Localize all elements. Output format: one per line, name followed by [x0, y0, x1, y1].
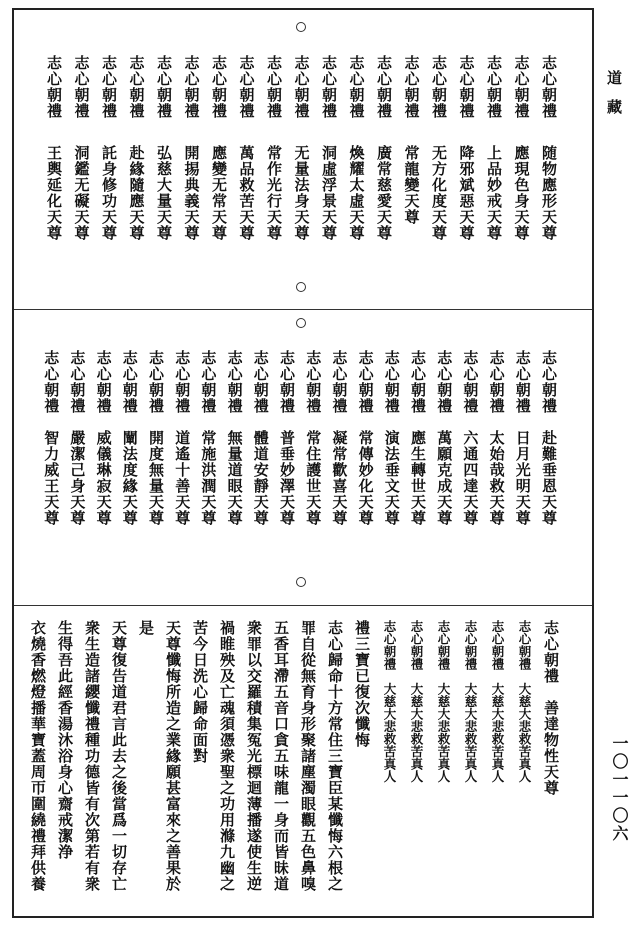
text-column: 志心朝禮 大慈大悲救苦真人 [463, 620, 478, 783]
deity-name: 嚴潔己身天尊 [68, 430, 87, 526]
invocation-text: 志心朝禮 [278, 350, 296, 414]
deity-name: 无量法身天尊 [292, 145, 311, 241]
deity-name: 應生轉世天尊 [409, 430, 427, 526]
invocation-text: 志心朝禮 [356, 350, 375, 414]
text-column: 是 [137, 620, 155, 636]
deity-name: 无方化度天尊 [430, 145, 448, 241]
deity-name: 赴緣隨應天尊 [127, 145, 146, 241]
deity-name: 體道安靜天尊 [251, 430, 270, 526]
deity-name: 洞鑑无礙天尊 [72, 145, 91, 241]
deity-name: 煥耀太虛天尊 [347, 145, 366, 241]
invocation-text: 志心朝禮 [225, 350, 244, 414]
invocation-text: 志心朝禮 [120, 350, 139, 414]
text-column: 志心朝禮 大慈大悲救苦真人 [436, 620, 451, 783]
binding-circle [296, 318, 306, 328]
deity-name: 廣常慈愛天尊 [375, 145, 393, 241]
invocation-text: 志心朝禮 [72, 55, 91, 119]
invocation-text: 志心朝禮 [147, 350, 165, 414]
panel-divider-2 [14, 605, 592, 606]
deity-name: 弘慈大量天尊 [155, 145, 173, 241]
deity-name: 王輿延化天尊 [45, 145, 63, 241]
invocation-text: 志心朝禮 [540, 350, 558, 414]
invocation-text: 志心朝禮 [409, 350, 427, 414]
page-number: 一〇一一〇六 [610, 735, 629, 843]
deity-name: 常龍變天尊 [402, 145, 421, 225]
binding-circle [296, 577, 306, 587]
invocation-text: 志心朝禮 [251, 350, 270, 414]
deity-name: 太始哉救天尊 [487, 430, 506, 526]
invocation-text: 志心朝禮 [100, 55, 118, 119]
invocation-text: 志心朝禮 [435, 350, 454, 414]
invocation-text: 志心朝禮 [210, 55, 228, 119]
invocation-text: 志心朝禮 [237, 55, 256, 119]
text-column: 志心歸命十方常住三寶臣某懺悔六根之 [326, 620, 344, 892]
invocation-text: 志心朝禮 [347, 55, 366, 119]
text-column: 天尊復告道君言此去之後當爲一切存亡 [110, 620, 128, 892]
text-column: 志心朝禮 大慈大悲救苦真人 [517, 620, 532, 783]
text-column: 衣燒香燃燈播華寶蓋周帀圍繞禮拜供養 [29, 620, 47, 892]
text-column: 天尊懺悔所造之業緣願甚富來之善果於 [164, 620, 182, 892]
text-column: 生得吾此經香湯沐浴身心齋戒潔浄 [56, 620, 74, 860]
deity-name: 常施洪潤天尊 [199, 430, 218, 526]
deity-name: 日月光明天尊 [513, 430, 532, 526]
deity-name: 降邪斌惡天尊 [457, 145, 476, 241]
invocation-text: 志心朝禮 [402, 55, 421, 119]
deity-name: 智力威王天尊 [42, 430, 61, 526]
deity-name: 託身修功天尊 [100, 145, 118, 241]
invocation-text: 志心朝禮 [182, 55, 201, 119]
deity-name: 常傳妙化天尊 [356, 430, 375, 526]
text-column: 五香耳滯五音口貪五味龍一身而皆昧道 [272, 620, 290, 892]
invocation-text: 志心朝禮 [127, 55, 146, 119]
deity-name: 凝常歡喜天尊 [330, 430, 349, 526]
deity-name: 萬品救苦天尊 [237, 145, 256, 241]
invocation-text: 志心朝禮 [382, 350, 401, 414]
deity-name: 無量道眼天尊 [225, 430, 244, 526]
text-column: 禮三寶已復次懺悔 [353, 620, 371, 748]
invocation-text: 志心朝禮 [68, 350, 87, 414]
deity-name: 闡法度緣天尊 [120, 430, 139, 526]
deity-name: 道遙十善天尊 [173, 430, 192, 526]
panel-divider-1 [14, 309, 592, 310]
binding-circle [296, 22, 306, 32]
invocation-text: 志心朝禮 [375, 55, 393, 119]
invocation-text: 志心朝禮 [487, 350, 506, 414]
deity-name: 開掦典義天尊 [182, 145, 201, 241]
invocation-text: 志心朝禮 [461, 350, 480, 414]
invocation-text: 志心朝禮 [512, 55, 531, 119]
text-column: 衆罪以交羅積集冤光標迴薄播遂使生逆 [245, 620, 263, 892]
invocation-text: 志心朝禮 [42, 350, 61, 414]
deity-name: 洞虛浮景天尊 [320, 145, 338, 241]
book-title: 道藏 [605, 70, 623, 128]
invocation-text: 志心朝禮 [265, 55, 283, 119]
invocation-text: 志心朝禮 [173, 350, 192, 414]
text-column: 衆生造諸纓懺禮種功德皆有次第若有衆 [83, 620, 101, 892]
deity-name: 威儀琳寂天尊 [94, 430, 113, 526]
invocation-text: 志心朝禮 [330, 350, 349, 414]
invocation-text: 志心朝禮 [485, 55, 503, 119]
deity-name: 演法垂文天尊 [382, 430, 401, 526]
text-column: 苦今日洗心歸命面對 [191, 620, 209, 764]
invocation-text: 志心朝禮 [292, 55, 311, 119]
binding-circle [296, 282, 306, 292]
deity-name: 随物應形天尊 [540, 145, 558, 241]
text-column: 志心朝禮 大慈大悲救苦真人 [490, 620, 505, 783]
invocation-text: 志心朝禮 [430, 55, 448, 119]
invocation-text: 志心朝禮 [540, 55, 558, 119]
invocation-text: 志心朝禮 [45, 55, 63, 119]
deity-name: 上品妙戒天尊 [485, 145, 503, 241]
deity-name: 萬願克成天尊 [435, 430, 454, 526]
deity-name: 六通四達天尊 [461, 430, 480, 526]
deity-name: 赴難垂恩天尊 [540, 430, 558, 526]
text-column: 志心朝禮 大慈大悲救苦真人 [382, 620, 397, 783]
invocation-text: 志心朝禮 [94, 350, 113, 414]
text-column: 罪自從無育身形聚諸塵濁眼觀五色鼻嗅 [299, 620, 317, 892]
invocation-text: 志心朝禮 [457, 55, 476, 119]
text-column: 志心朝禮 善達物性天尊 [542, 620, 560, 796]
deity-name: 應變无常天尊 [210, 145, 228, 241]
text-column: 禍睢殃及亡魂須憑衆聖之功用滌九幽之 [218, 620, 236, 892]
invocation-text: 志心朝禮 [320, 55, 338, 119]
deity-name: 常住護世天尊 [304, 430, 323, 526]
invocation-text: 志心朝禮 [199, 350, 218, 414]
invocation-text: 志心朝禮 [155, 55, 173, 119]
invocation-text: 志心朝禮 [304, 350, 323, 414]
text-column: 志心朝禮 大慈大悲救苦真人 [409, 620, 424, 783]
deity-name: 普垂妙澤天尊 [278, 430, 296, 526]
deity-name: 常作光行天尊 [265, 145, 283, 241]
deity-name: 開度無量天尊 [147, 430, 165, 526]
invocation-text: 志心朝禮 [513, 350, 532, 414]
deity-name: 應現色身天尊 [512, 145, 531, 241]
